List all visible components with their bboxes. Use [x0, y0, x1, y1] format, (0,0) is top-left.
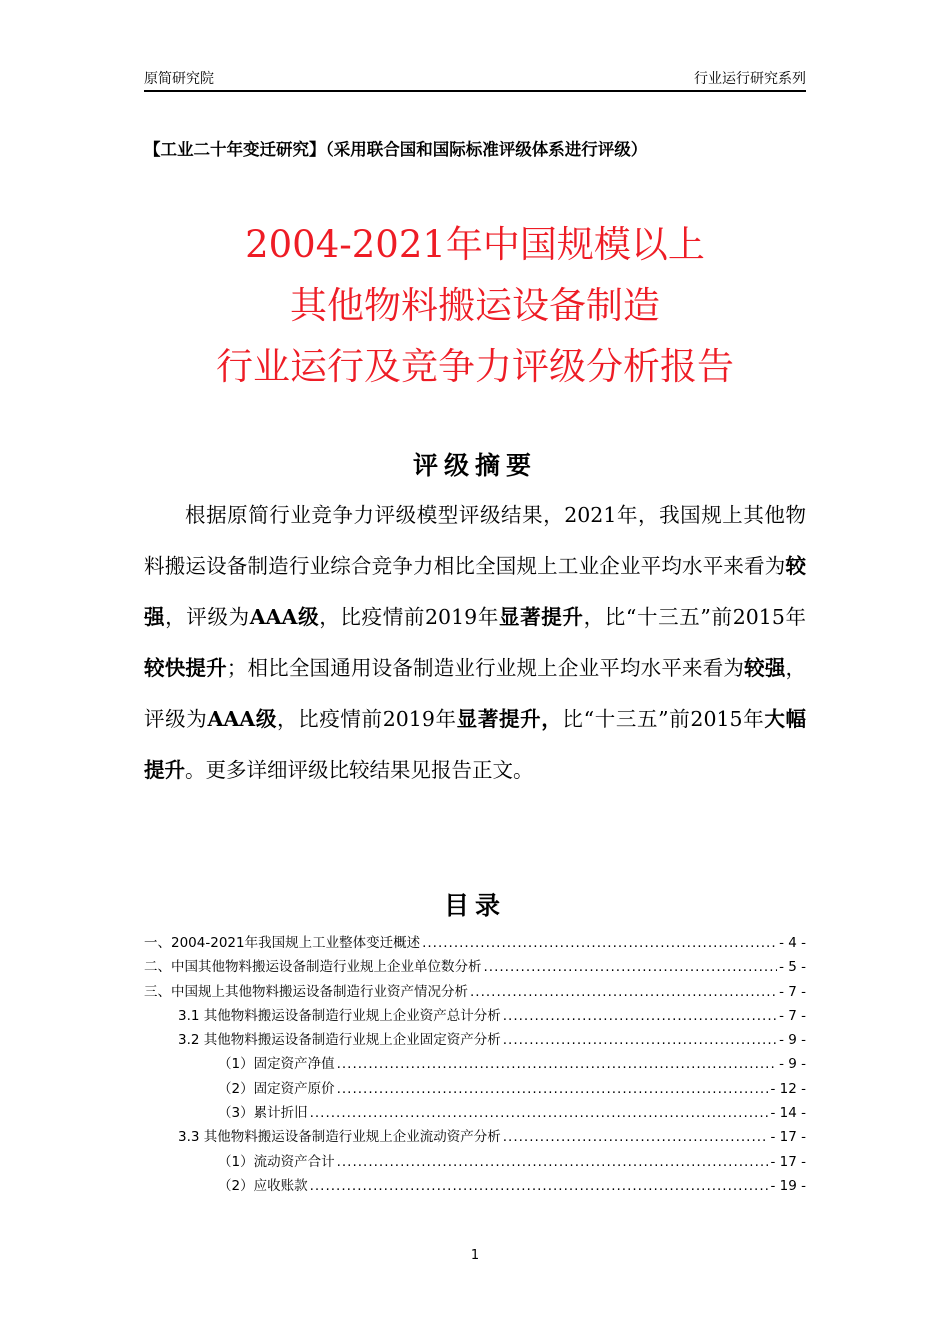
toc-entry-page: - 14 -: [770, 1105, 806, 1122]
toc-leader-dots: [503, 1008, 777, 1024]
report-title: [0, 214, 950, 397]
toc-entry-label: 3.3 其他物料搬运设备制造行业规上企业流动资产分析: [178, 1129, 501, 1146]
toc-entry-label: 一、2004-2021年我国规上工业整体变迁概述: [144, 935, 421, 951]
toc-entry-page: - 4 -: [779, 935, 806, 951]
summary-emphasis: AAA级: [207, 707, 277, 731]
summary-emphasis: 较强: [144, 554, 806, 629]
toc-entry-page: - 17 -: [770, 1129, 806, 1146]
toc-leader-dots: [503, 1129, 769, 1145]
toc-entry-page: - 12 -: [770, 1080, 806, 1097]
title-line-3: 行业运行及竞争力评级分析报告: [216, 345, 734, 388]
toc-entry-page: - 9 -: [779, 1056, 806, 1073]
toc-entry[interactable]: [144, 1052, 806, 1076]
summary-text: ，评级为: [165, 605, 250, 629]
toc-entry-page: - 9 -: [779, 1032, 806, 1049]
toc-entry-page: - 7 -: [779, 1007, 806, 1024]
summary-emphasis: 大幅提升: [144, 707, 807, 782]
toc-heading: 目录: [443, 891, 506, 920]
toc-entry-label: （1）固定资产净值: [218, 1056, 335, 1073]
toc-entry[interactable]: [144, 1077, 806, 1101]
toc-entry-label: 三、中国规上其他物料搬运设备制造行业资产情况分析: [144, 983, 468, 1000]
toc-leader-dots: [484, 959, 778, 975]
table-of-contents: [144, 931, 806, 1198]
toc-leader-dots: [470, 984, 777, 1000]
toc-entry[interactable]: [144, 1174, 806, 1198]
toc-leader-dots: [337, 1056, 777, 1072]
summary-text: 比“十三五”前2015年: [562, 707, 765, 731]
toc-entry-label: 3.2 其他物料搬运设备制造行业规上企业固定资产分析: [178, 1032, 501, 1049]
toc-leader-dots: [337, 1081, 769, 1097]
toc-entry-label: （3）累计折旧: [218, 1105, 308, 1122]
summary-text: ，评级为: [144, 656, 807, 731]
title-line-1: 2004-2021年中国规模以上: [245, 223, 705, 266]
toc-entry[interactable]: [144, 980, 806, 1004]
toc-entry-page: - 5 -: [779, 959, 806, 976]
summary-text: ，比疫情前2019年: [319, 605, 499, 629]
header-series: 行业运行研究系列: [694, 71, 806, 87]
summary-text: ，比“十三五”前2015年: [583, 605, 807, 629]
summary-emphasis: 显著提升，: [456, 707, 563, 731]
toc-entry[interactable]: [144, 1150, 806, 1174]
series-line: 【工业二十年变迁研究】（采用联合国和国际标准评级体系进行评级）: [144, 140, 648, 159]
toc-entry-label: （1）流动资产合计: [218, 1153, 335, 1170]
toc-entry-page: - 17 -: [770, 1153, 806, 1170]
summary-text: 。更多详细评级比较结果见报告正文。: [185, 758, 534, 782]
summary-text: 根据原简行业竞争力评级模型评级结果，2021年，我国规上其他物料搬运设备制造行业综合竞争力相比全国规上工业企业平均水平来看为: [144, 503, 806, 578]
summary-heading: 评级摘要: [412, 451, 537, 480]
toc-entry[interactable]: [144, 955, 806, 979]
toc-leader-dots: [503, 1032, 777, 1048]
toc-leader-dots: [337, 1154, 769, 1170]
page-number: 1: [470, 1248, 480, 1263]
title-line-2: 其他物料搬运设备制造: [290, 284, 660, 327]
summary-paragraph: [144, 490, 806, 796]
summary-emphasis: 显著提升: [498, 605, 584, 629]
toc-leader-dots: [422, 935, 777, 951]
toc-leader-dots: [310, 1178, 769, 1194]
toc-entry-label: （2）应收账款: [218, 1177, 308, 1194]
summary-text: ，比疫情前2019年: [276, 707, 457, 731]
toc-entry[interactable]: [144, 1004, 806, 1028]
toc-entry-label: 二、中国其他物料搬运设备制造行业规上企业单位数分析: [144, 959, 482, 976]
toc-entry[interactable]: [144, 1101, 806, 1125]
toc-entry-label: 3.1 其他物料搬运设备制造行业规上企业资产总计分析: [178, 1007, 501, 1024]
summary-text: ；相比全国通用设备制造业行业规上企业平均水平来看为: [226, 656, 745, 680]
page-header: [144, 66, 806, 92]
summary-emphasis: 较强: [744, 656, 786, 680]
header-org: 原简研究院: [144, 71, 214, 87]
toc-entry-label: （2）固定资产原价: [218, 1080, 335, 1097]
toc-leader-dots: [310, 1105, 769, 1121]
summary-emphasis: AAA级: [249, 605, 320, 629]
toc-entry[interactable]: [144, 1028, 806, 1052]
toc-entry-page: - 7 -: [779, 983, 806, 1000]
toc-entry[interactable]: [144, 931, 806, 955]
summary-emphasis: 较快提升: [144, 656, 227, 680]
toc-entry-page: - 19 -: [770, 1177, 806, 1194]
toc-entry[interactable]: [144, 1125, 806, 1149]
